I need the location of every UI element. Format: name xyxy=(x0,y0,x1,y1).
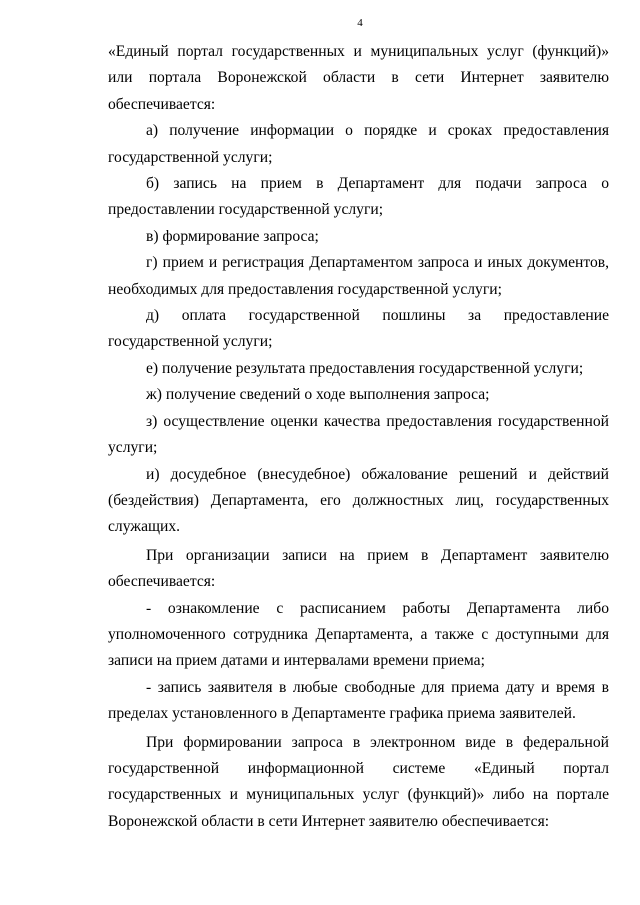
paragraph-appointment: При организации записи на прием в Департамент заявителю обеспечивается: xyxy=(108,546,609,591)
list-item-e: е) получение результата предоставления государственной услуги; xyxy=(146,359,584,377)
paragraph-request-forming: При формировании запроса в электронном виде в федеральной государственной информационной системе «Единый портал государственных и муниципальных услуг (функций)» либо на портале Воронежской области в сети Интернет заявителю обеспечивается: xyxy=(108,733,609,830)
list-item-g: г) прием и регистрация Департаментом запроса и иных документов, необходимых для предоставления государственной услуги; xyxy=(108,254,609,298)
list-item-v: в) формирование запроса; xyxy=(146,227,319,245)
list-item-zh: ж) получение сведений о ходе выполнения запроса; xyxy=(146,386,490,404)
list-item-d: д) оплата государственной пошлины за предоставление государственной услуги; xyxy=(108,307,609,351)
page-number: 4 xyxy=(357,17,363,29)
list-item-dash-2: - запись заявителя в любые свободные для приема дату и время в пределах установленного в Департаменте графика приема заявителей. xyxy=(108,678,609,723)
list-item-dash-1: - ознакомление с расписанием работы Департамента либо уполномоченного сотрудника Департамента, а также с доступными для записи на прием датами и интервалами времени приема; xyxy=(108,599,609,670)
list-item-a: а) получение информации о порядке и сроках предоставления государственной услуги; xyxy=(108,122,609,166)
document-body xyxy=(108,39,609,835)
paragraph-intro: «Единый портал государственных и муниципальных услуг (функций)» или портала Воронежской области в сети Интернет заявителю обеспечивается: xyxy=(108,43,609,113)
list-item-z: з) осуществление оценки качества предоставления государственной услуги; xyxy=(108,412,609,457)
list-item-i: и) досудебное (внесудебное) обжалование решений и действий (бездействия) Департамента, его должностных лиц, государственных служащих. xyxy=(108,465,609,536)
list-item-b: б) запись на прием в Департамент для подачи запроса о предоставлении государственной услуги; xyxy=(108,175,609,219)
